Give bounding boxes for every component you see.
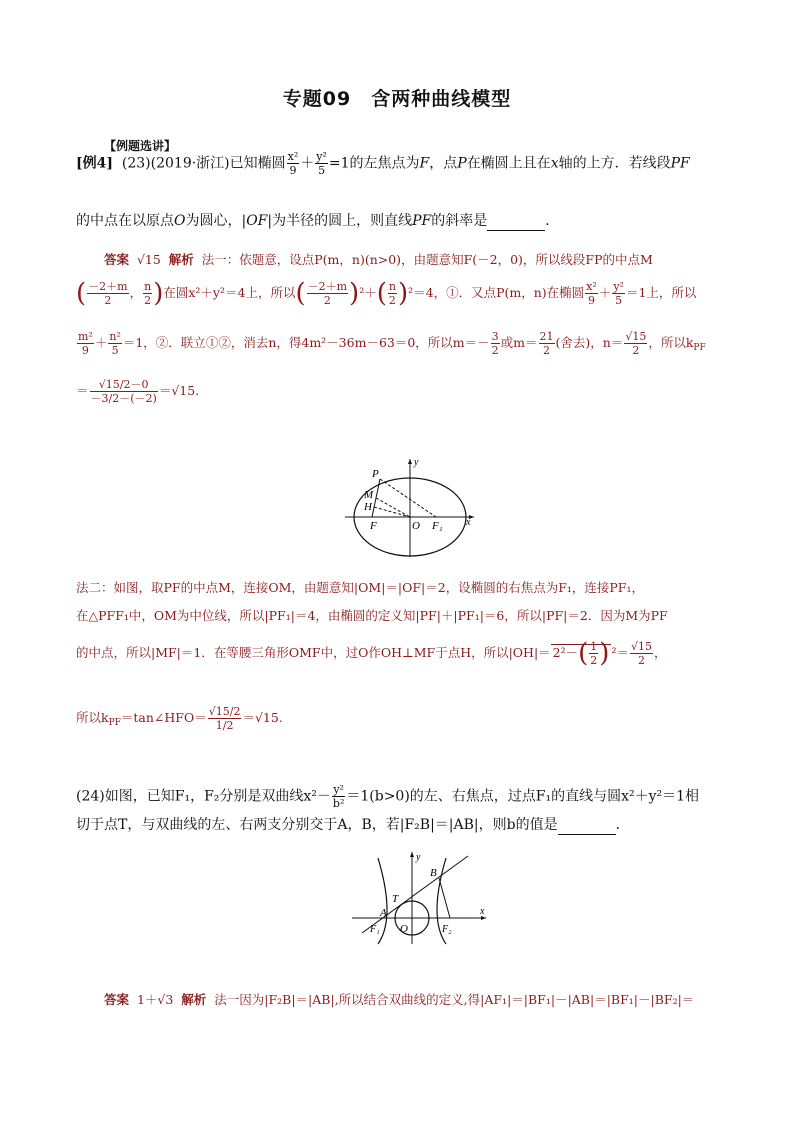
- answer-blank-2: [558, 820, 616, 835]
- segment-OM: [376, 498, 410, 517]
- ans23-line3: $\frac{\text{m²}}{9}$ ＋ $\frac{\text{n²}}{5}$ ＝1，②．联立①②，消去n，得4m²－36m－63＝0，所以m＝－ $\frac{3}{2}$ 或m＝ $\frac{21}{2}$ (舍去)，n＝ $\frac{√15}{2}$ ，所以$k_{PF}$: [78, 330, 706, 357]
- label-P: P: [372, 468, 379, 480]
- ans23-line4: ＝ $\frac{√15/2-0}{-3/2-(-2)}$ ＝√15.: [76, 378, 200, 405]
- label-x: x: [466, 517, 471, 528]
- segment-BF2: [439, 878, 450, 918]
- answer-value: √15: [136, 252, 161, 267]
- label-O: O: [400, 923, 408, 935]
- tangent-line: [362, 856, 468, 933]
- label-F1: F₁: [432, 520, 443, 532]
- answer-blank: [487, 216, 545, 231]
- label-F: F: [370, 520, 377, 532]
- label-A: A: [380, 907, 387, 919]
- q23-line2: 的中点在以原点O为圆心，|OF|为半径的圆上，则直线PF的斜率是 ．: [76, 213, 560, 229]
- segment-OH: [374, 507, 410, 517]
- ellipse-figure: [340, 455, 480, 560]
- ellipse-frac-y: $\frac{\text{y²}}{5}$: [316, 150, 327, 177]
- hyperbola-figure: [350, 848, 490, 946]
- method2-line3: 的中点，所以|MF|＝1．在等腰三角形OMF中，过O作OH⊥MF于点H，所以|OH|＝ 2²－( $\frac{1}{2}$ ) ²＝ $\frac{√15}{2}$ ，: [76, 638, 667, 669]
- label-y: y: [414, 457, 419, 468]
- method2-line2: 在△PFF₁中，OM为中位线，所以|PF₁|＝4，由椭圆的定义知|PF|＋|PF₁|＝6，所以|PF|＝2．因为M为PF: [76, 608, 668, 623]
- q24-line2: 切于点T，与双曲线的左、右两支分别交于A，B，若|F₂B|＝|AB|，则b的值是 ．: [76, 817, 630, 833]
- label-O: O: [412, 520, 420, 532]
- label-F2: F₂: [442, 924, 452, 935]
- ellipse-frac-x: $\frac{\text{x²}}{9}$: [287, 150, 299, 177]
- example-tag: [例4]: [76, 155, 113, 172]
- method2-line1: 法二：如图，取PF的中点M，连接OM，由题意知|OM|＝|OF|＝2，设椭圆的右焦点为F₁，连接PF₁，: [76, 580, 644, 595]
- q23-line1: [例4] (23)(2019·浙江)已知椭圆 $\frac{\text{x²}}{9}$ ＋ $\frac{\text{y²}}{5}$ =1的左焦点为F，点P在椭圆上且在x轴的上方．若线段PF: [76, 150, 690, 177]
- q24-line1: (24)如图，已知F₁，F₂分别是双曲线x²－ $\frac{\text{y²}}{\text{b²}}$ ＝1(b>0)的左、右焦点，过点F₁的直线与圆x²＋y²＝1相: [76, 783, 700, 810]
- ans24-line1: 答案 1＋√3 解析 法一因为|F₂B|＝|AB|,所以结合双曲线的定义,得|AF₁|＝|BF₁|－|AB|＝|BF₁|－|BF₂|＝: [104, 992, 695, 1007]
- label-x: x: [480, 906, 485, 917]
- ans23-line2: ( $\frac{-2+m}{2}$ ， $\frac{n}{2}$ )在圆x²＋y²＝4上，所以( $\frac{-2+m}{2}$ )²＋( $\frac{n}{2}$ )²＝4，①．又点P(m，n)在椭圆 $\frac{\text{x²}}{9}$ ＋ $\frac{\text{y²}}{5}$ ＝1上，所以: [76, 278, 697, 309]
- page-title: 专题09 含两种曲线模型: [282, 88, 512, 110]
- label-y: y: [416, 852, 421, 863]
- label-T: T: [392, 893, 399, 905]
- answer-label: 答案: [104, 252, 130, 267]
- q23-number: (23)(2019·浙江)已知椭圆: [121, 155, 286, 172]
- y-axis-arrow: [410, 852, 414, 857]
- label-B: B: [430, 867, 437, 879]
- label-H: H: [364, 501, 372, 513]
- label-F1: F₁: [370, 924, 380, 935]
- analysis-label: 解析: [168, 252, 194, 267]
- label-M: M: [364, 489, 374, 501]
- ans23-line1: 答案 √15 解析 法一：依题意，设点P(m，n)(n>0)，由题意知F(－2，0)，所以线段FP的中点M: [104, 252, 653, 267]
- method2-line4: 所以$k_{PF}=\tan\angle HFO=$ $\frac{√15/2}{1/2}$ ＝√15.: [76, 705, 283, 732]
- section-tag: 【例题选讲】: [104, 139, 177, 153]
- y-axis-arrow: [408, 459, 412, 464]
